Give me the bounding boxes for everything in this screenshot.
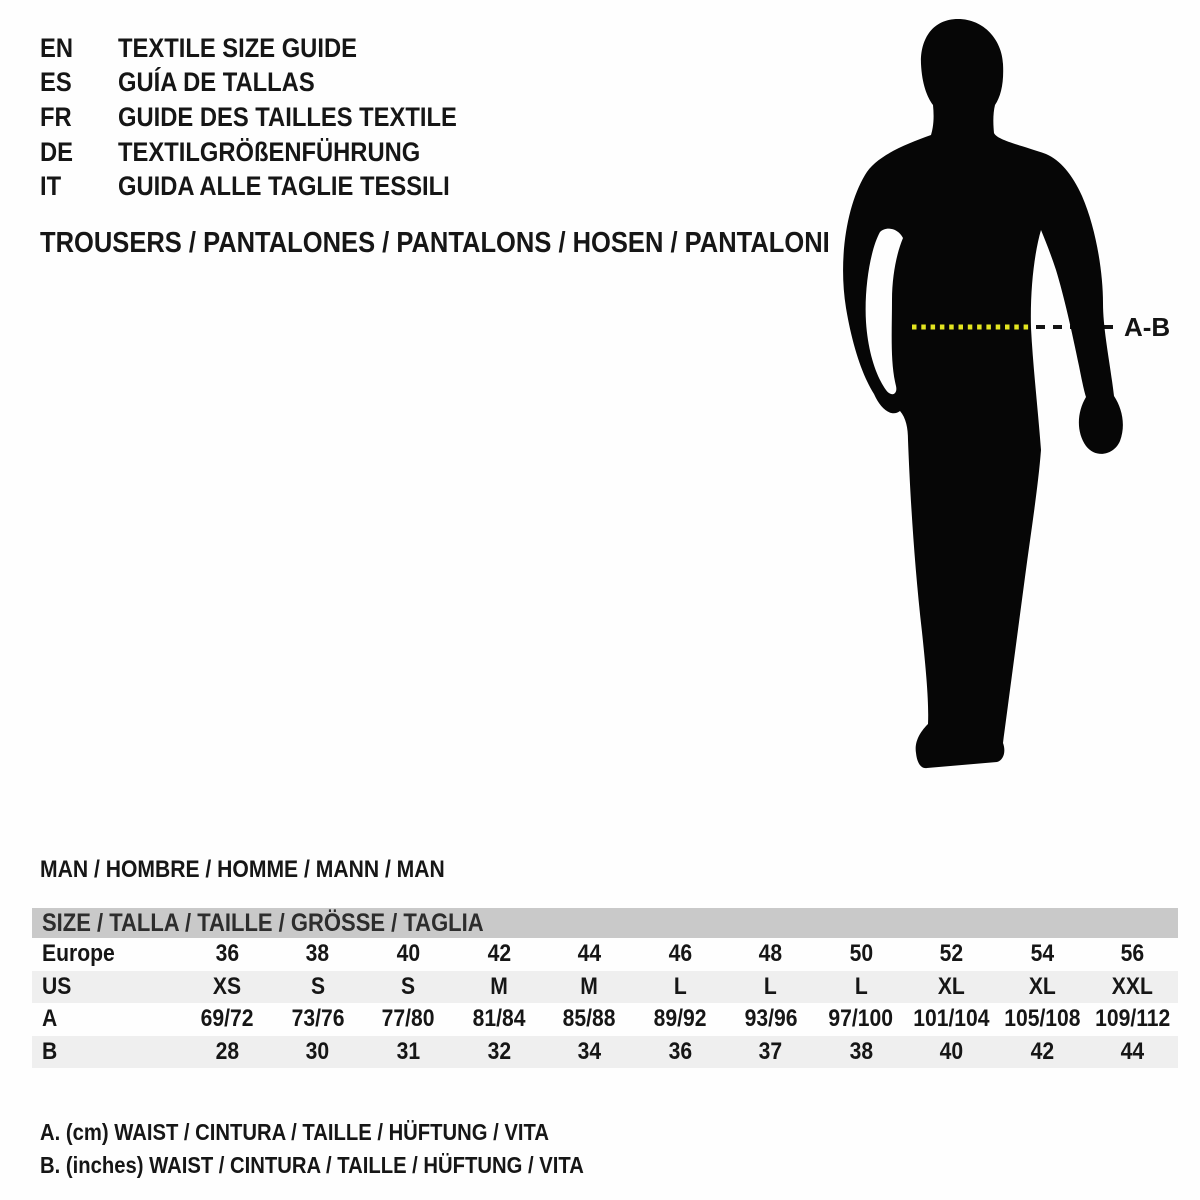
size-cell: S (401, 972, 416, 1000)
product-heading: TROUSERS / PANTALONES / PANTALONS / HOSEN / PANTALONI (40, 227, 830, 259)
size-cell: M (490, 972, 508, 1000)
size-cell: 40 (396, 940, 421, 968)
note-b: B. (inches) WAIST / CINTURA / TAILLE / HÜFTUNG / VITA (40, 1152, 584, 1178)
language-label: GUIDE DES TAILLES TEXTILE (118, 101, 457, 132)
size-cell: 93/96 (744, 1005, 797, 1033)
measure-label: A-B (1124, 312, 1171, 342)
language-row-es (40, 66, 503, 101)
size-cell: 32 (487, 1037, 511, 1065)
size-cell: XL (938, 972, 966, 1000)
size-cell: 30 (306, 1037, 330, 1065)
row-label: B (42, 1037, 58, 1065)
size-cell: 38 (306, 940, 330, 968)
language-row-it (40, 169, 503, 204)
size-cell: XS (213, 972, 242, 1000)
size-cell: 34 (577, 1037, 602, 1065)
size-cell: L (673, 972, 687, 1000)
size-cell: 28 (215, 1037, 240, 1065)
size-cell: XL (1028, 972, 1056, 1000)
size-cell: 48 (758, 940, 783, 968)
size-cell: S (310, 972, 325, 1000)
table-header-label: SIZE / TALLA / TAILLE / GRÖSSE / TAGLIA (42, 908, 484, 937)
size-cell: 36 (215, 940, 240, 968)
language-label: TEXTILE SIZE GUIDE (118, 32, 357, 63)
size-cell: 89/92 (653, 1005, 707, 1033)
language-label: GUIDA ALLE TAGLIE TESSILI (118, 171, 450, 202)
language-code: EN (40, 32, 74, 63)
size-cell: 44 (577, 940, 602, 968)
language-code: IT (40, 171, 62, 202)
size-cell: 46 (668, 940, 692, 968)
size-cell: 73/76 (291, 1005, 345, 1033)
size-cell: 38 (849, 1037, 873, 1065)
size-figure (820, 0, 1200, 790)
size-cell: 81/84 (472, 1005, 526, 1033)
language-row-en (40, 31, 503, 66)
language-label: TEXTILGRÖßENFÜHRUNG (118, 136, 421, 167)
size-cell: 69/72 (200, 1005, 254, 1033)
size-cell: L (764, 972, 778, 1000)
size-cell: 50 (849, 940, 873, 968)
size-cell: 37 (758, 1037, 783, 1065)
section-heading: MAN / HOMBRE / HOMME / MANN / MAN (40, 856, 445, 883)
language-code: ES (40, 67, 72, 98)
row-label: US (42, 972, 72, 1000)
table-row-a-cm (32, 1003, 1178, 1036)
table-row-us (32, 971, 1178, 1004)
note-a: A. (cm) WAIST / CINTURA / TAILLE / HÜFTUNG / VITA (40, 1119, 549, 1145)
size-cell: 44 (1120, 1037, 1145, 1065)
size-cell: XXL (1112, 972, 1154, 1000)
size-cell: 97/100 (828, 1005, 894, 1033)
language-label: GUÍA DE TALLAS (118, 67, 315, 98)
size-cell: 56 (1120, 940, 1145, 968)
row-label: A (42, 1005, 58, 1033)
size-cell: 42 (1030, 1037, 1054, 1065)
row-label: Europe (42, 940, 115, 968)
language-code: DE (40, 136, 74, 167)
language-list (40, 31, 503, 204)
size-cell: M (580, 972, 599, 1000)
size-cell: 77/80 (381, 1005, 435, 1033)
size-cell: 42 (487, 940, 511, 968)
size-cell: 36 (668, 1037, 692, 1065)
table-row-b-inches (32, 1036, 1178, 1069)
man-silhouette (843, 19, 1123, 768)
size-cell: 54 (1030, 940, 1054, 968)
size-table (32, 908, 1178, 1068)
language-code: FR (40, 101, 72, 132)
size-cell: 40 (939, 1037, 964, 1065)
size-cell: 101/104 (913, 1005, 990, 1033)
language-row-fr (40, 100, 503, 135)
size-cell: 109/112 (1095, 1005, 1171, 1033)
size-cell: L (854, 972, 868, 1000)
size-cell: 85/88 (563, 1005, 616, 1033)
size-cell: 105/108 (1004, 1005, 1081, 1033)
table-header-bar (32, 908, 1178, 938)
table-row-europe (32, 938, 1178, 971)
language-row-de (40, 135, 503, 170)
size-cell: 31 (396, 1037, 421, 1065)
measurement-notes (40, 1116, 658, 1182)
size-cell: 52 (939, 940, 964, 968)
